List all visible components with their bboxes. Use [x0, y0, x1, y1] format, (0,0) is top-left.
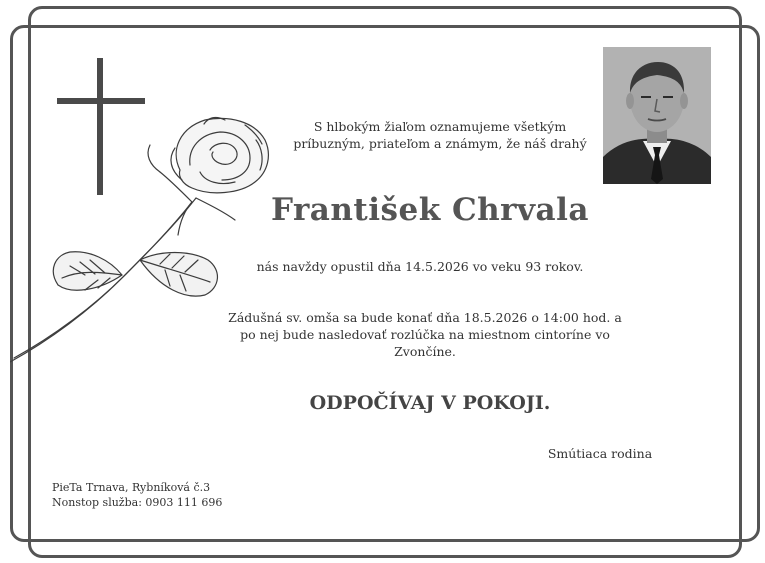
intro-line-2: príbuzným, priateľom a známym, že náš drahý: [293, 136, 587, 151]
funeral-mass-details: [220, 309, 630, 360]
passing-notice: nás navždy opustil dňa 14.5.2026 vo veku 93 rokov.: [256, 259, 584, 274]
mass-line-3: Zvončíne.: [394, 344, 456, 359]
portrait-photo: [603, 47, 711, 184]
footer-phone: Nonstop služba: 0903 111 696: [52, 496, 223, 509]
funeral-service-contact: [52, 480, 272, 510]
intro-line-1: S hlbokým žiaľom oznamujeme všetkým: [313, 119, 567, 134]
mourning-family-signature: Smútiaca rodina: [547, 446, 653, 461]
footer-address: PieTa Trnava, Rybníková č.3: [52, 481, 211, 494]
announcement-intro: [260, 118, 620, 152]
mass-line-2: po nej bude nasledovať rozlúčka na miestnom cintoríne vo: [240, 327, 610, 342]
deceased-name: František Chrvala: [271, 192, 589, 228]
mass-line-1: Zádušná sv. omša sa bude konať dňa 18.5.2026 o 14:00 hod. a: [228, 310, 622, 325]
rest-in-peace-heading: ODPOČÍVAJ V POKOJI.: [309, 392, 551, 414]
